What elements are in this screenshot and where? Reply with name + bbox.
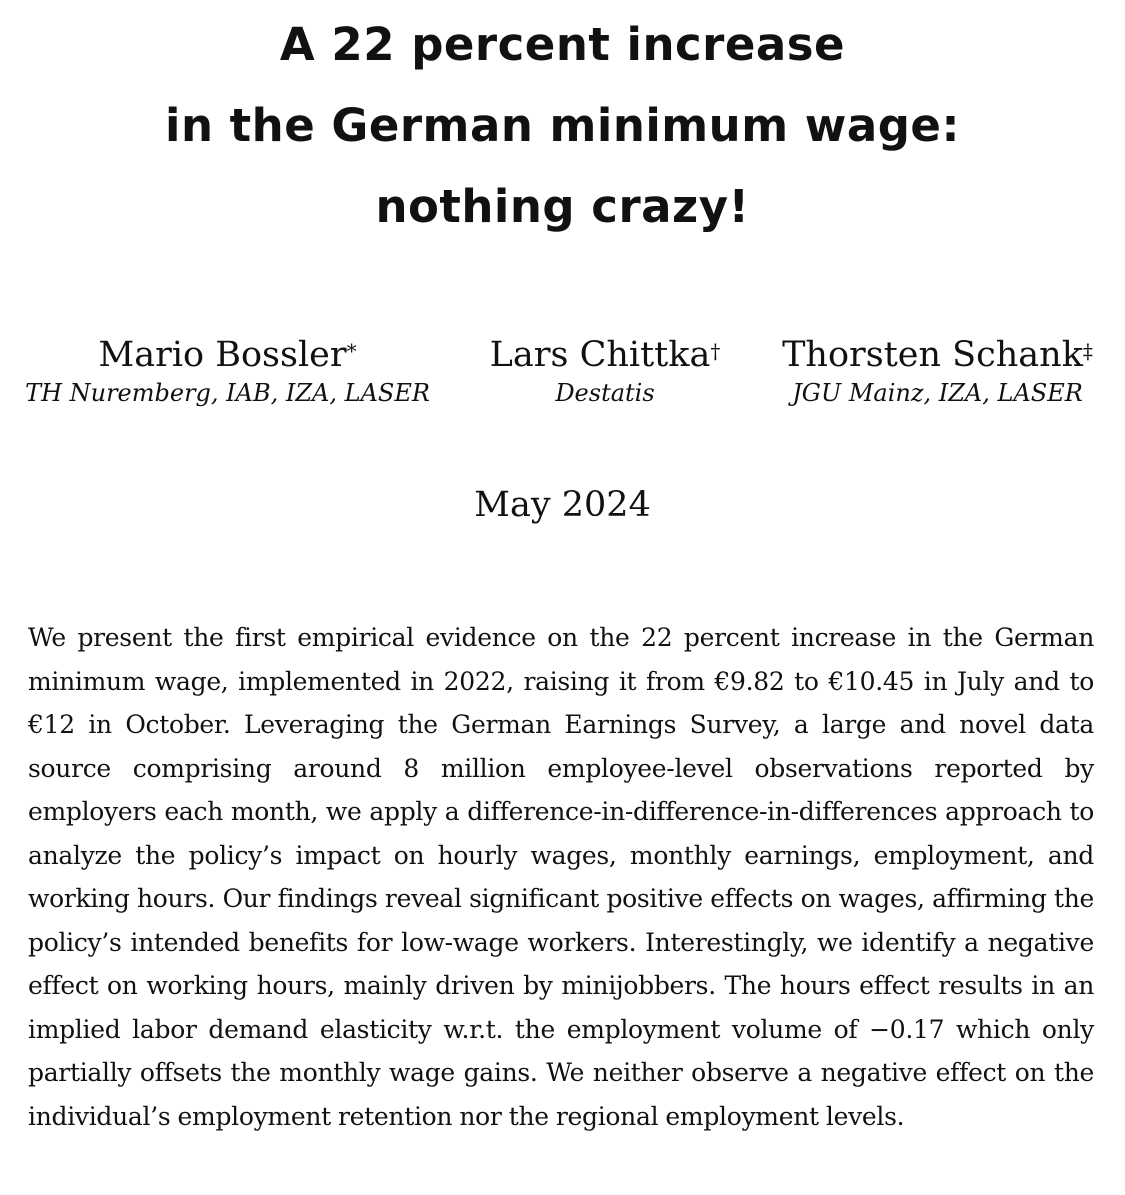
footnote-mark[interactable]: † — [710, 339, 721, 363]
title-line: in the German minimum wage: — [165, 99, 960, 152]
abstract-text: We present the first empirical evidence on the 22 percent increase in the German minimum wage, implemented in 2022, raising it from €9.82 to €10.45 in July and to €12 in October. Leveraging the German Earnings Survey, a large and novel data source comprising around 8 million employee-level observations reported by employers each month, we apply a difference-in-difference-in-differences approach to analyze the policy’s impact on hourly wages, monthly earnings, employment, and working hours. Our findings reveal significant positive effects on wages, affirming the policy’s intended benefits for low-wage workers. Interestingly, we identify a negative effect on working hours, mainly driven by minijobbers. The hours effect results in an implied labor demand elasticity w.r.t. the employment volume of −0.17 which only partially offsets the monthly wage gains. We neither observe a negative effect on the individual’s employment retention nor the regional employment levels. — [28, 623, 1094, 1131]
title-line: nothing crazy! — [375, 180, 750, 233]
author-name-line — [25, 332, 430, 378]
author-name: Mario Bossler — [98, 335, 347, 375]
author-affiliation: Destatis — [555, 379, 655, 407]
author-name: Thorsten Schank — [782, 335, 1083, 375]
publication-date: May 2024 — [474, 485, 651, 525]
footnote-mark[interactable]: ‡ — [1082, 339, 1093, 363]
author-name-line — [470, 332, 740, 378]
footnote-mark[interactable]: * — [346, 339, 357, 363]
author-name: Lars Chittka — [489, 335, 711, 375]
author-affiliation: TH Nuremberg, IAB, IZA, LASER — [25, 379, 430, 407]
title-line: A 22 percent increase — [279, 18, 846, 71]
author-block — [25, 332, 430, 408]
author-affiliation: JGU Mainz, IZA, LASER — [792, 379, 1083, 407]
author-block — [770, 332, 1105, 408]
author-name-line — [770, 332, 1105, 378]
paper-title — [0, 4, 1125, 247]
author-block — [470, 332, 740, 408]
